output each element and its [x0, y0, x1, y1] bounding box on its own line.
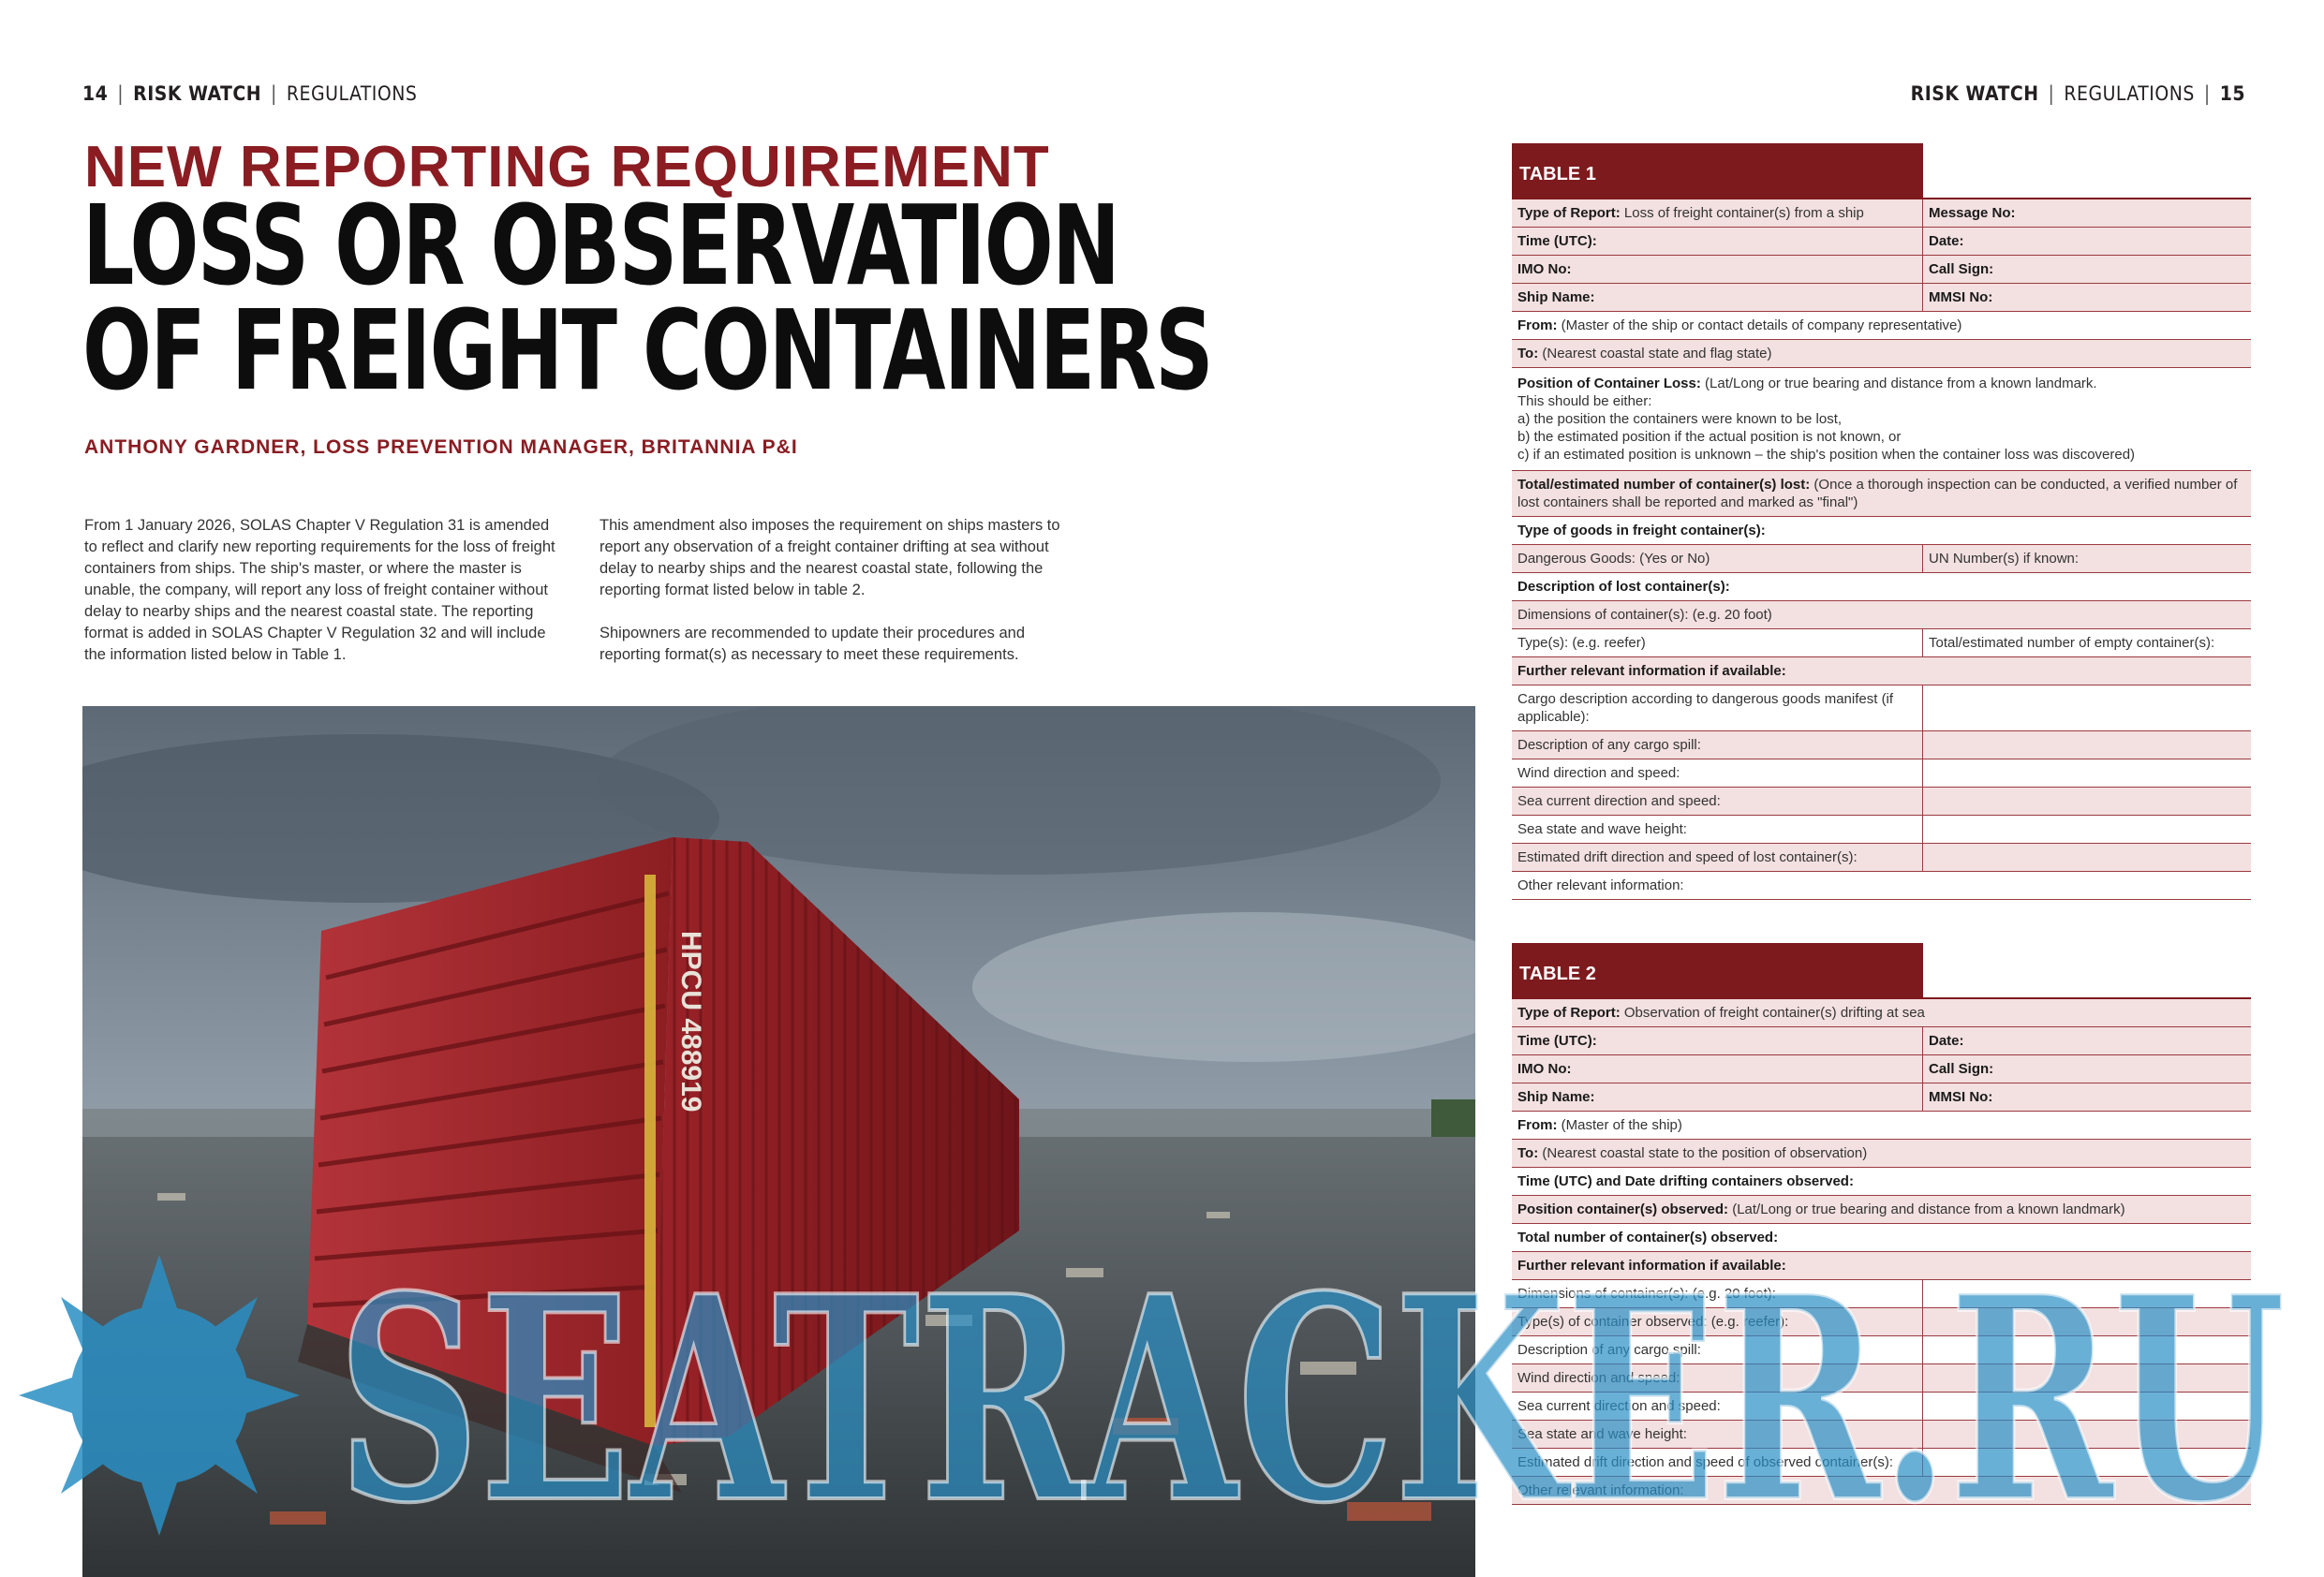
- table-row: Estimated drift direction and speed of lost container(s):: [1512, 844, 2251, 872]
- table-row: Description of lost container(s):: [1512, 573, 2251, 601]
- table-row: Wind direction and speed:: [1512, 759, 2251, 788]
- table-row: Wind direction and speed:: [1512, 1364, 2251, 1393]
- table-row: Dangerous Goods: (Yes or No) UN Number(s) if known:: [1512, 545, 2251, 573]
- watermark-text: SEATRACKER.RU: [337, 1245, 2286, 1545]
- table-2-title: TABLE 2: [1512, 943, 1923, 997]
- title-line-1: LOSS OR OBSERVATION: [82, 181, 1119, 310]
- table-row: From: (Master of the ship or contact details of company representative): [1512, 312, 2251, 340]
- table-row: Ship Name: MMSI No:: [1512, 1083, 2251, 1112]
- table-2: [1512, 943, 2251, 1505]
- table-row: Position container(s) observed: (Lat/Long or true bearing and distance from a known landmark): [1512, 1196, 2251, 1224]
- table-row: Total/estimated number of container(s) lost: (Once a thorough inspection can be conducted, a verified number of lost containers shall be reported and marked as "final"): [1512, 471, 2251, 517]
- page-number-right: 15: [2219, 82, 2245, 105]
- table-row: Ship Name: MMSI No:: [1512, 284, 2251, 312]
- table-row: Sea state and wave height:: [1512, 1421, 2251, 1449]
- table-row: Type(s) of container observed: (e.g. reefer):: [1512, 1308, 2251, 1336]
- title-line-2: OF FREIGHT CONTAINERS: [82, 286, 1213, 415]
- container-id-text: HPCU 488919: [675, 931, 706, 1113]
- body-paragraph: From 1 January 2026, SOLAS Chapter V Regulation 31 is amended to reflect and clarify new reporting requirements for the loss of freight containers from ships. The ship's master, or where the master is unable, the company, will report any loss of freight container without delay to nearby ships and the nearest coastal state. The reporting format is added in SOLAS Chapter V Regulation 32 and will include the information listed below in Table 1.: [84, 517, 555, 663]
- table-row: Dimensions of container(s): (e.g. 20 foot): [1512, 601, 2251, 629]
- table-row: Type of Report: Observation of freight container(s) drifting at sea: [1512, 999, 2251, 1027]
- table-row: Sea state and wave height:: [1512, 816, 2251, 844]
- table-row: Other relevant information:: [1512, 872, 2251, 900]
- table-row: To: (Nearest coastal state to the position of observation): [1512, 1140, 2251, 1168]
- subsection-name-right: REGULATIONS: [2064, 82, 2195, 105]
- table-row: Other relevant information:: [1512, 1477, 2251, 1505]
- table-row: Position of Container Loss: (Lat/Long or true bearing and distance from a known landmark. This should be either: a) the position the containers were known to be lost, b) the estimated position if the actual position is not known, or c) if an estimated position is unknown – the ship's position when the container loss was discovered): [1512, 368, 2251, 471]
- table-row: From: (Master of the ship): [1512, 1112, 2251, 1140]
- table-row: Cargo description according to dangerous goods manifest (if applicable):: [1512, 685, 2251, 731]
- article-kicker: NEW REPORTING REQUIREMENT: [84, 135, 1050, 199]
- table-row: Total number of container(s) observed:: [1512, 1224, 2251, 1252]
- section-name-right: RISK WATCH: [1910, 82, 2039, 105]
- page-number-left: 14: [82, 82, 109, 105]
- running-header-left: 14 | RISK WATCH | REGULATIONS: [82, 82, 418, 105]
- table-row: IMO No: Call Sign:: [1512, 1055, 2251, 1083]
- table-row: Further relevant information if available:: [1512, 657, 2251, 685]
- table-row: Time (UTC) and Date drifting containers observed:: [1512, 1168, 2251, 1196]
- section-name-left: RISK WATCH: [133, 82, 262, 105]
- table-row: Description of any cargo spill:: [1512, 731, 2251, 759]
- article-byline: ANTHONY GARDNER, LOSS PREVENTION MANAGER, BRITANNIA P&I: [84, 436, 798, 458]
- table-row: IMO No: Call Sign:: [1512, 256, 2251, 284]
- body-paragraph: Shipowners are recommended to update their procedures and reporting format(s) as necessary to meet these requirements.: [600, 625, 1026, 663]
- container-on-beach-image: [82, 706, 1475, 1577]
- container-photo: [82, 706, 1475, 1577]
- article-title: [82, 181, 1213, 415]
- table-row: Time (UTC): Date:: [1512, 228, 2251, 256]
- body-column-2: [600, 515, 1075, 666]
- table-1: [1512, 143, 2251, 900]
- table-row: Further relevant information if available:: [1512, 1252, 2251, 1280]
- table-row: Dimensions of container(s): (e.g. 20 foot):: [1512, 1280, 2251, 1308]
- table-row: Sea current direction and speed:: [1512, 788, 2251, 816]
- table-1-title: TABLE 1: [1512, 143, 1923, 198]
- table-row: Sea current direction and speed:: [1512, 1393, 2251, 1421]
- running-header-right: RISK WATCH | REGULATIONS | 15: [1910, 82, 2245, 105]
- table-row: Type of Report: Loss of freight container(s) from a ship Message No:: [1512, 199, 2251, 228]
- table-row: Estimated drift direction and speed of observed container(s):: [1512, 1449, 2251, 1477]
- table-row: Description of any cargo spill:: [1512, 1336, 2251, 1364]
- table-row: Type(s): (e.g. reefer) Total/estimated number of empty container(s):: [1512, 629, 2251, 657]
- subsection-name-left: REGULATIONS: [286, 82, 418, 105]
- table-row: Type of goods in freight container(s):: [1512, 517, 2251, 545]
- body-column-1: [84, 515, 560, 666]
- table-row: To: (Nearest coastal state and flag state): [1512, 340, 2251, 368]
- table-row: Time (UTC): Date:: [1512, 1027, 2251, 1055]
- body-paragraph: This amendment also imposes the requirement on ships masters to report any observation of a freight container drifting at sea without delay to nearby ships and the nearest coastal state, following the reporting format listed below in table 2.: [600, 517, 1060, 598]
